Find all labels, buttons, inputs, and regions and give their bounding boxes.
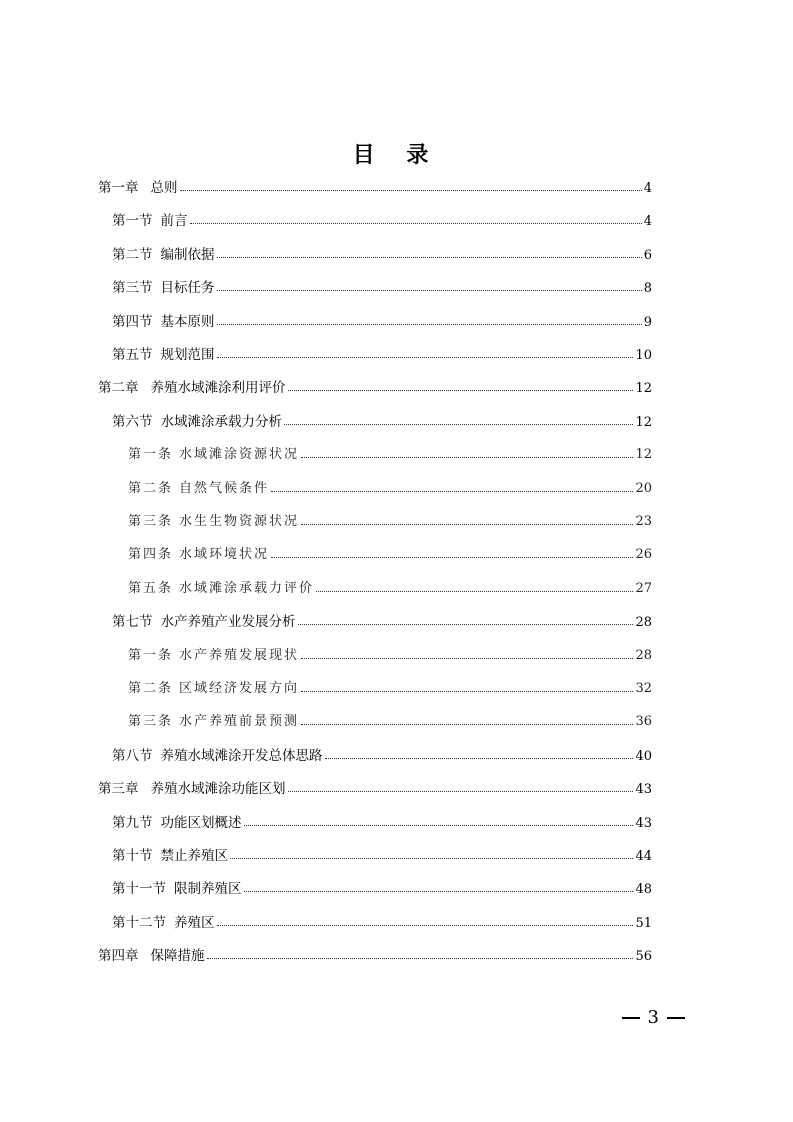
toc-leader-dots [217, 289, 642, 291]
toc-leader-dots [217, 356, 634, 358]
toc-entry-page: 4 [643, 181, 652, 196]
toc-leader-dots [271, 490, 633, 492]
toc-entry-number: 第十二节 [112, 914, 166, 931]
toc-entry-label: 养殖水域滩涂利用评价 [150, 380, 286, 397]
toc-entry-section[interactable] [112, 811, 652, 833]
toc-entry-number: 第九节 [112, 814, 153, 831]
toc-entry-page: 4 [643, 214, 652, 230]
toc-entry-section[interactable] [112, 310, 652, 332]
page-footer [614, 1007, 693, 1028]
toc-entry-number: 第一章 [98, 180, 139, 196]
toc-entry-number: 第四节 [112, 313, 153, 330]
toc-entry-page: 56 [635, 949, 652, 965]
toc-entry-chapter[interactable] [98, 777, 652, 799]
toc-entry-page: 40 [635, 748, 652, 764]
toc-leader-dots [288, 389, 634, 391]
toc-entry-article[interactable] [128, 477, 652, 499]
toc-entry-number: 第三条 [128, 514, 174, 529]
toc-leader-dots [190, 222, 642, 224]
toc-entry-label: 功能区划概述 [160, 814, 242, 831]
toc-entry-number: 第八节 [112, 747, 153, 764]
toc-entry-page: 44 [635, 849, 652, 864]
toc-entry-page: 23 [635, 514, 652, 529]
toc-leader-dots [316, 590, 633, 592]
toc-entry-label: 基本原则 [160, 313, 215, 330]
toc-entry-number: 第七节 [112, 614, 153, 631]
toc-entry-page: 51 [635, 915, 652, 931]
toc-entry-chapter[interactable] [98, 176, 652, 198]
toc-entry-article[interactable] [128, 577, 652, 599]
toc-entry-chapter[interactable] [98, 944, 652, 966]
toc-entry-article[interactable] [128, 443, 652, 465]
toc-entry-page: 12 [635, 414, 652, 430]
toc-entry-number: 第二条 [128, 681, 174, 696]
footer-dash-left [622, 1017, 640, 1019]
toc-entry-section[interactable] [112, 911, 652, 933]
toc-entry-page: 43 [635, 815, 652, 831]
toc-entry-page: 36 [635, 714, 652, 730]
toc-leader-dots [244, 890, 634, 892]
toc-entry-page: 8 [643, 281, 652, 297]
toc-entry-number: 第一节 [112, 213, 153, 230]
toc-entry-label: 保障措施 [150, 948, 205, 965]
toc-entry-label: 前言 [160, 213, 188, 230]
toc-leader-dots [230, 857, 633, 859]
toc-entry-page: 6 [643, 247, 652, 263]
toc-entry-page: 12 [635, 447, 652, 463]
toc-entry-page: 27 [635, 580, 652, 596]
toc-leader-dots [301, 657, 633, 659]
toc-leader-dots [217, 924, 634, 926]
toc-entry-section[interactable] [112, 209, 652, 231]
toc-entry-section[interactable] [112, 744, 652, 766]
toc-entry-label: 水域滩涂资源状况 [179, 447, 300, 463]
toc-entry-page: 48 [635, 882, 652, 898]
toc-entry-section[interactable] [112, 610, 652, 632]
toc-entry-number: 第三章 [98, 781, 139, 798]
toc-entry-label: 限制养殖区 [174, 881, 242, 898]
toc-entry-number: 第二节 [112, 246, 153, 263]
toc-entry-label: 水生生物资源状况 [179, 514, 300, 529]
toc-entry-number: 第五条 [128, 580, 174, 596]
toc-entry-label: 规划范围 [160, 347, 215, 363]
toc-entry-label: 水产养殖前景预测 [179, 714, 300, 730]
toc-leader-dots [301, 690, 633, 692]
toc-entry-article[interactable] [128, 677, 652, 699]
toc-leader-dots [301, 723, 633, 725]
toc-entry-label: 水域滩涂承载力分析 [160, 413, 282, 430]
toc-entry-page: 28 [635, 647, 652, 663]
toc-entry-number: 第三条 [128, 714, 174, 730]
toc-leader-dots [207, 957, 634, 959]
toc-entry-label: 水域滩涂承载力评价 [179, 580, 315, 596]
toc-entry-number: 第五节 [112, 347, 153, 363]
toc-entry-page: 32 [635, 681, 652, 696]
toc-entry-label: 养殖水域滩涂功能区划 [150, 781, 286, 798]
toc-entry-page: 26 [635, 547, 652, 563]
toc-entry-section[interactable] [112, 410, 652, 432]
toc-entry-page: 20 [635, 480, 652, 496]
toc-leader-dots [244, 824, 634, 826]
toc-entry-label: 水产养殖产业发展分析 [160, 614, 296, 631]
toc-entry-section[interactable] [112, 243, 652, 265]
toc-entry-label: 养殖区 [174, 914, 215, 931]
toc-leader-dots [217, 323, 642, 325]
toc-entry-article[interactable] [128, 644, 652, 666]
toc-entry-number: 第十节 [112, 848, 153, 864]
toc-entry-label: 目标任务 [160, 280, 215, 297]
toc-leader-dots [288, 790, 634, 792]
toc-entry-number: 第四章 [98, 948, 139, 965]
toc-entry-page: 9 [643, 314, 652, 330]
toc-entry-label: 自然气候条件 [179, 480, 270, 496]
toc-entry-label: 区域经济发展方向 [179, 681, 300, 696]
toc-entry-label: 养殖水域滩涂开发总体思路 [160, 747, 323, 764]
toc-entry-number: 第六节 [112, 413, 153, 430]
page-title: 目 录 [352, 143, 441, 168]
toc-entry-number: 第一条 [128, 447, 174, 463]
toc-entry-section[interactable] [112, 844, 652, 866]
toc-entry-label: 水域环境状况 [179, 547, 270, 563]
toc-entry-number: 第十一节 [112, 881, 166, 898]
toc-entry-label: 编制依据 [160, 246, 215, 263]
toc-leader-dots [284, 423, 633, 425]
toc-entry-article[interactable] [128, 510, 652, 532]
toc-entry-page: 10 [635, 348, 652, 363]
toc-entry-number: 第二条 [128, 480, 174, 496]
toc-entry-section[interactable] [112, 276, 652, 298]
toc-leader-dots [180, 189, 642, 191]
toc-entry-chapter[interactable] [98, 376, 652, 398]
footer-dash-right [667, 1017, 685, 1019]
toc-leader-dots [301, 456, 633, 458]
toc-entry-label: 总则 [150, 180, 178, 196]
toc-entry-number: 第四条 [128, 547, 174, 563]
toc-entry-section[interactable] [112, 343, 652, 365]
toc-entry-label: 水产养殖发展现状 [179, 647, 300, 663]
toc-leader-dots [298, 623, 634, 625]
toc-entry-number: 第一条 [128, 647, 174, 663]
footer-page-number: 3 [647, 1007, 659, 1028]
toc-entry-label: 禁止养殖区 [160, 848, 228, 864]
toc-leader-dots [325, 757, 634, 759]
toc-leader-dots [301, 523, 633, 525]
toc-entry-page: 12 [635, 381, 652, 397]
toc-entry-page: 43 [635, 782, 652, 798]
toc-leader-dots [271, 556, 633, 558]
toc-entry-article[interactable] [128, 710, 652, 732]
toc-entry-page: 28 [635, 615, 652, 631]
toc-leader-dots [217, 256, 642, 258]
toc-entry-number: 第三节 [112, 280, 153, 297]
toc-entry-section[interactable] [112, 877, 652, 899]
toc-entry-number: 第二章 [98, 380, 139, 397]
toc-entry-article[interactable] [128, 543, 652, 565]
